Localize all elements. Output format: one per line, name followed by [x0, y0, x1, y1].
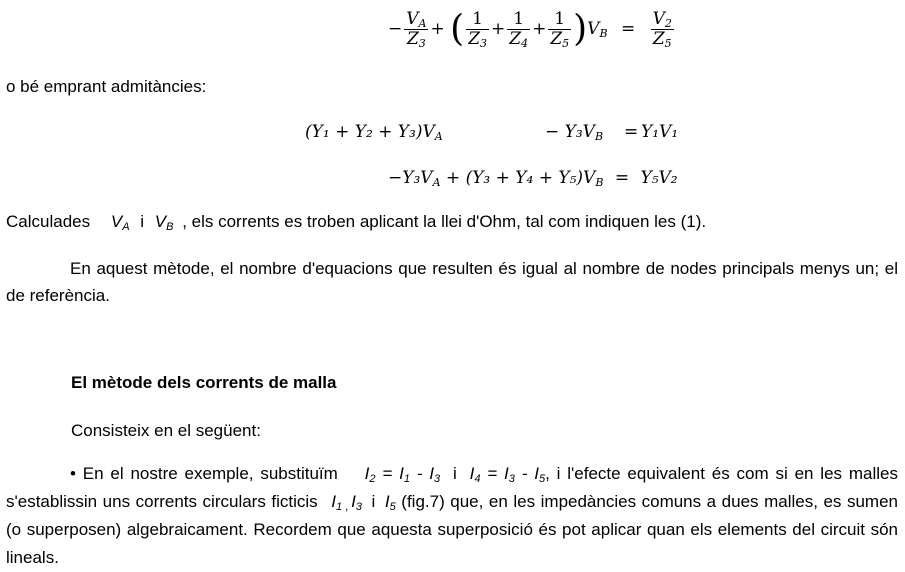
- equation-nodal-b: − $\frac{V_A}{Z_3}$ + ( $\frac{1}{Z_3}$ + $\frac{1}{Z_4}$ + $\frac{1}{Z_5}$ )$V_B$ = $\frac{V_2}{Z_5}$: [388, 8, 672, 50]
- bullet-icon: •: [70, 464, 76, 483]
- text-consisteix: Consisteix en el següent:: [71, 421, 261, 440]
- text-calculades: Calculades $V_A$ i $V_B$ , els corrents es troben aplicant la llei d'Ohm, tal com indiquen les (1).: [6, 212, 707, 233]
- fraction-va-z3: $\frac{V_A}{Z_3}$: [406, 9, 427, 50]
- fraction-1-z4: $\frac{1}{Z_4}$: [509, 9, 529, 50]
- paragraph-method: En aquest mètode, el nombre d'equacions que resulten és igual al nombre de nodes principals menys un; el de referència.: [6, 259, 898, 305]
- equation-admittance-2: $-Y_3V_A + (Y_3 + Y_4 + Y_5)V_B = Y_5V_2$: [388, 168, 678, 189]
- fraction-v2-z5: $\frac{V_2}{Z_5}$: [652, 9, 672, 50]
- text-admitancies: o bé emprant admitàncies:: [6, 77, 207, 96]
- fraction-1-z5: $\frac{1}{Z_5}$: [550, 9, 570, 50]
- fraction-1-z3: $\frac{1}{Z_3}$: [468, 9, 487, 50]
- paragraph-mesh-currents: • En el nostre exemple, substituïm $I_2 = I_1 - I_3$ i $I_4 = I_3 - I_5$, i l'efecte equivalent és com si en les malles s'establissin uns corrents circulars ficticis $I_1$ $_,$ $I_3$ i $I_5$ (fig.7) que, en les impedàncies comuns a dues malles, es sumen (o superposen) algebraicament. Recordem que aquesta superposició és pot aplicar quan els elements del circuit són lineals.: [6, 464, 898, 567]
- section-heading: El mètode dels corrents de malla: [71, 373, 337, 392]
- equation-admittance-1: $(Y_1 + Y_2 + Y_3)V_A$ − $Y_3V_B$ = Y₁V₁: [305, 122, 679, 143]
